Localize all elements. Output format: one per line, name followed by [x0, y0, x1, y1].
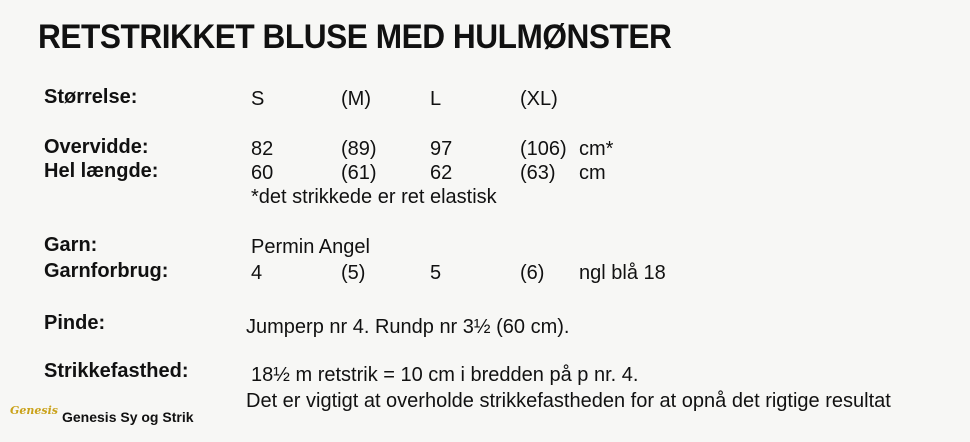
- size-m: (M): [341, 88, 371, 110]
- garnforbrug-l: 5: [430, 262, 442, 284]
- hel-laengde-s: 60: [251, 162, 274, 184]
- size-xl: (XL): [520, 88, 558, 110]
- garn-label: Garn:: [44, 234, 98, 256]
- page-title: RETSTRIKKET BLUSE MED HULMØNSTER: [38, 18, 672, 56]
- garnforbrug-m: (5): [341, 262, 366, 284]
- size-s: S: [251, 88, 265, 110]
- overvidde-xl: (106): [520, 138, 567, 160]
- genesis-logo: [10, 404, 58, 417]
- overvidde-l: 97: [430, 138, 453, 160]
- genesis-logo-text: Genesis: [10, 404, 58, 417]
- strikkefasthed-line2: Det er vigtigt at overholde strikkefastheden for at opnå det rigtige resultat: [246, 390, 891, 412]
- garn-value: Permin Angel: [251, 236, 370, 258]
- hel-laengde-unit: cm: [579, 162, 606, 184]
- elastic-note: *det strikkede er ret elastisk: [251, 186, 497, 208]
- brand-name: Genesis Sy og Strik: [62, 409, 194, 425]
- hel-laengde-m: (61): [341, 162, 377, 184]
- overvidde-m: (89): [341, 138, 377, 160]
- overvidde-unit: cm*: [579, 138, 614, 160]
- pinde-value: Jumperp nr 4. Rundp nr 3½ (60 cm).: [246, 316, 570, 338]
- garnforbrug-s: 4: [251, 262, 263, 284]
- garnforbrug-unit: ngl blå 18: [579, 262, 666, 284]
- hel-laengde-label: Hel længde:: [44, 160, 159, 182]
- hel-laengde-l: 62: [430, 162, 453, 184]
- size-l: L: [430, 88, 442, 110]
- garnforbrug-xl: (6): [520, 262, 545, 284]
- hel-laengde-xl: (63): [520, 162, 556, 184]
- overvidde-s: 82: [251, 138, 274, 160]
- overvidde-label: Overvidde:: [44, 136, 149, 158]
- strikkefasthed-line1: 18½ m retstrik = 10 cm i bredden på p nr. 4.: [251, 364, 639, 386]
- pinde-label: Pinde:: [44, 312, 106, 334]
- size-label: Størrelse:: [44, 86, 138, 108]
- garnforbrug-label: Garnforbrug:: [44, 260, 169, 282]
- strikkefasthed-label: Strikkefasthed:: [44, 360, 189, 382]
